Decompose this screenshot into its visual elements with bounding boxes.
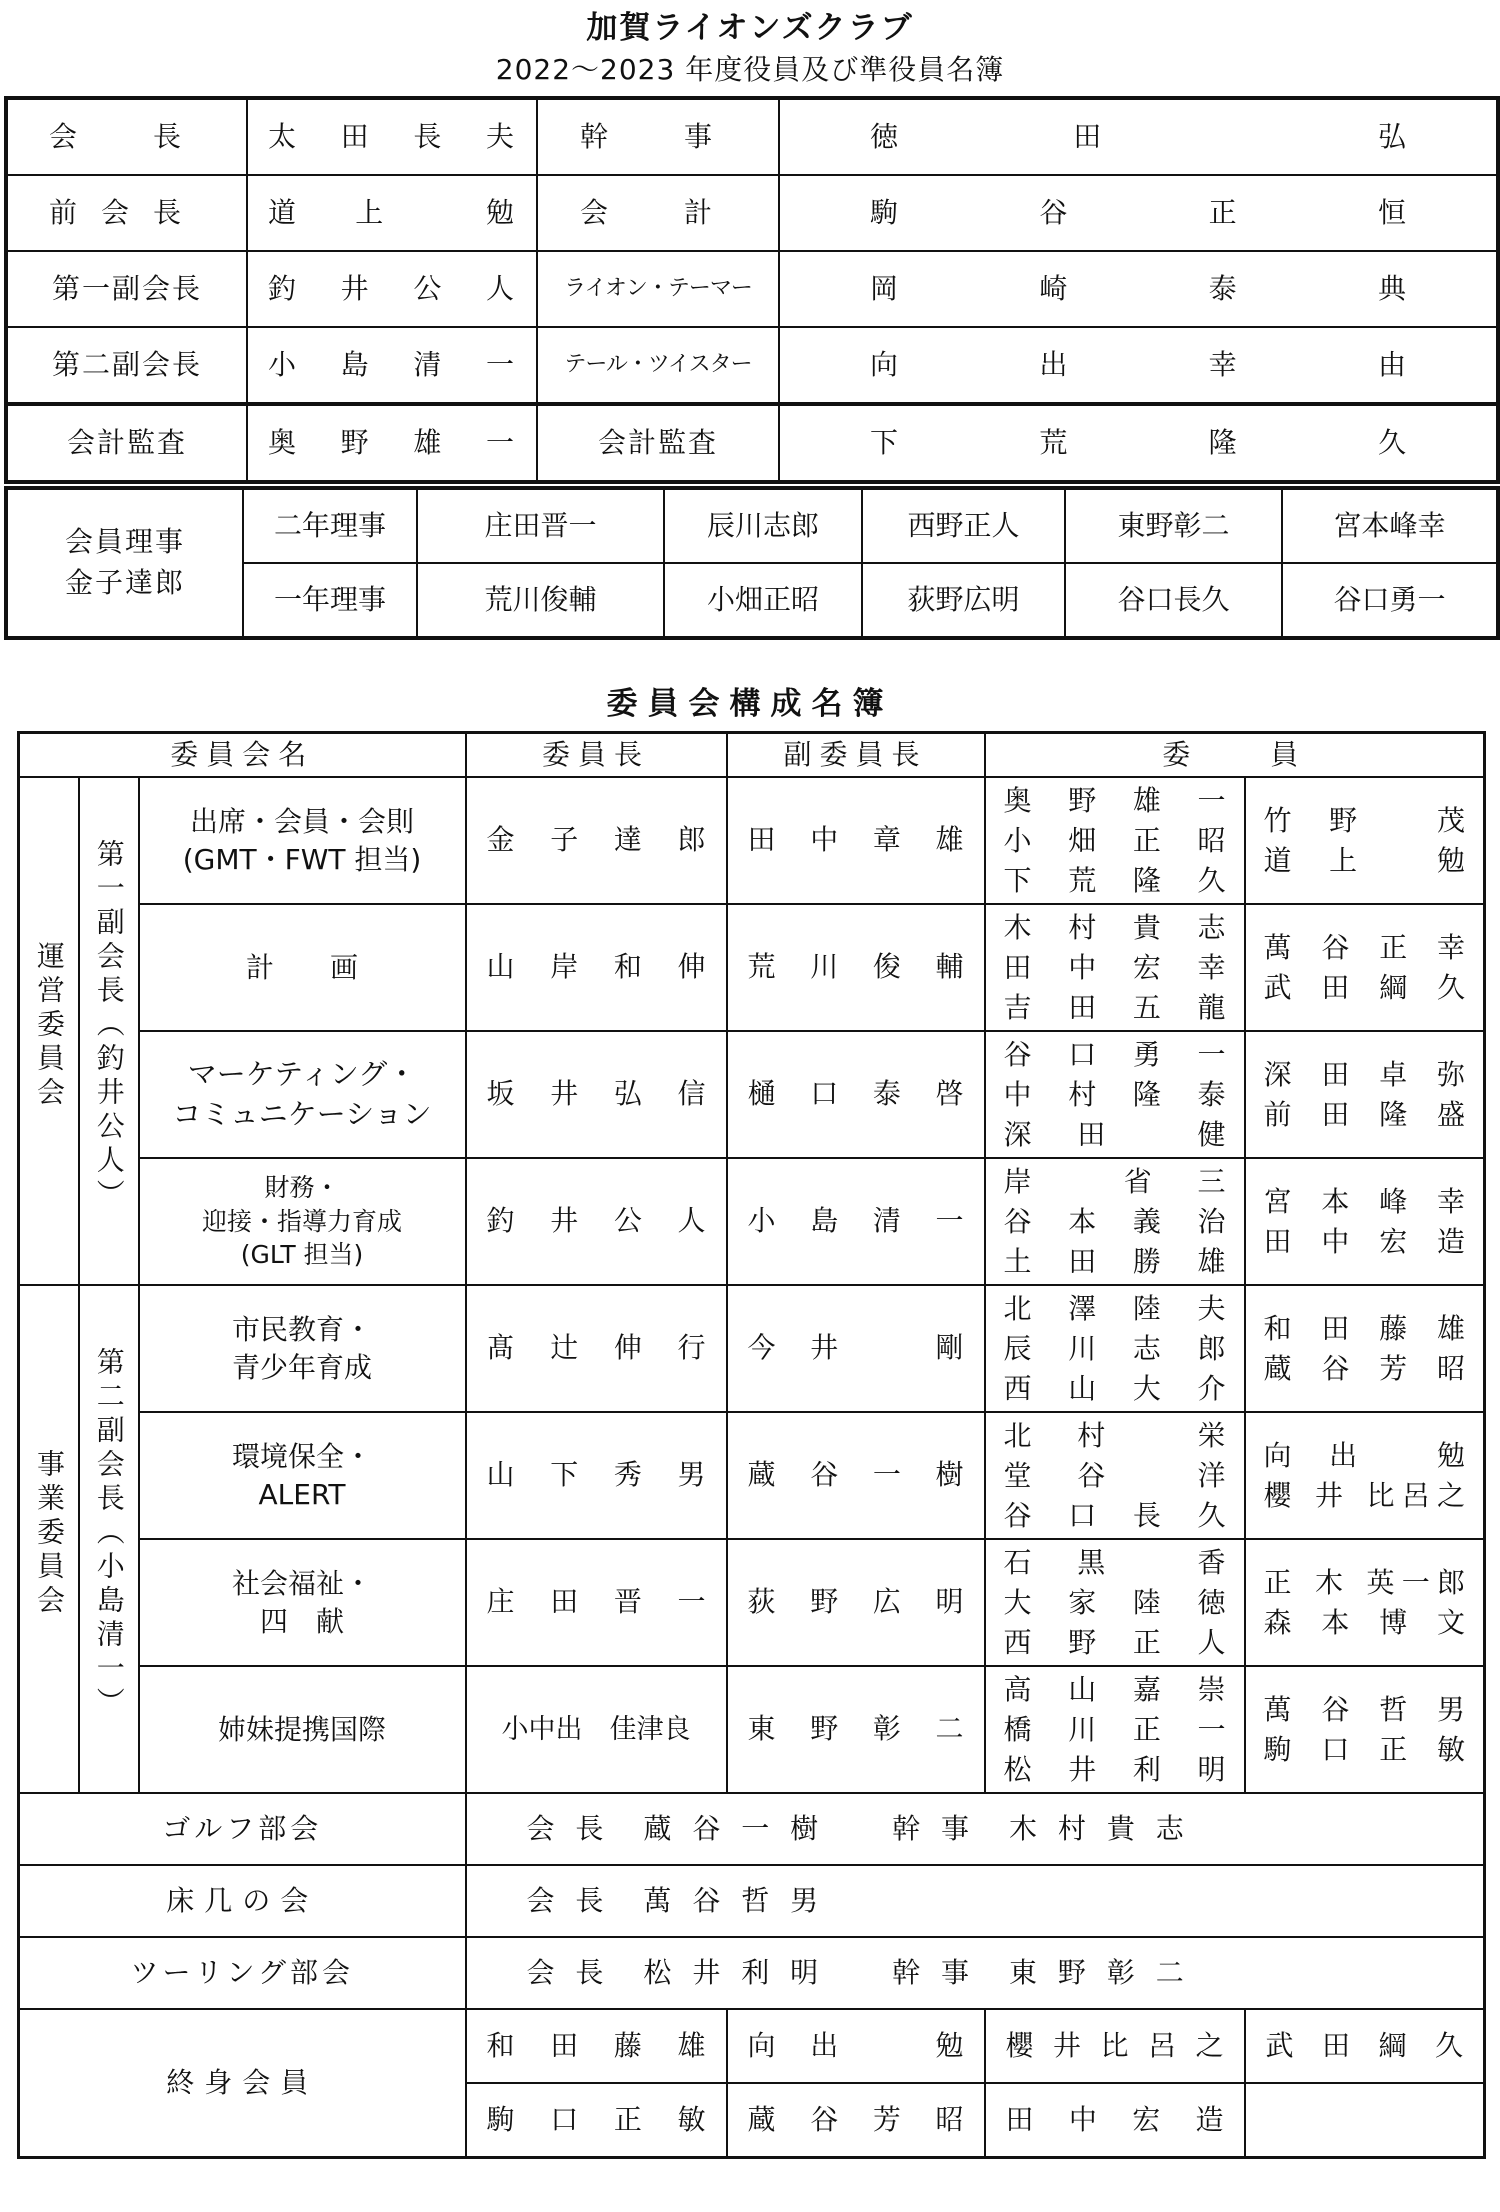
director-name: 辰川志郎: [664, 488, 862, 563]
committee-members-col1: 谷 口 勇 一 中 村 隆 泰 深 田 健: [985, 1031, 1245, 1158]
club-officers: 会 長 蔵 谷 一 樹 幹 事 木 村 貴 志: [466, 1793, 1485, 1865]
second-year-label: 二年理事: [243, 488, 417, 563]
committee-members-col2: 萬 谷 哲 男 駒 口 正 敏: [1245, 1666, 1485, 1793]
header-chair: 委員長: [466, 733, 727, 778]
committee-members-col2: 向 出 勉 櫻 井 比呂之: [1245, 1412, 1485, 1539]
committee-vice-chair: 田中章雄: [727, 777, 985, 904]
first-year-label: 一年理事: [243, 563, 417, 638]
officer-name: 下荒隆久: [779, 404, 1498, 482]
committee-vice-chair: 東野彰二: [727, 1666, 985, 1793]
officer-name: 小島清一: [247, 327, 537, 404]
director-name: 西野正人: [862, 488, 1065, 563]
committee-members-col1: 北 澤 陸 夫 辰 川 志 郎 西 山 大 介: [985, 1285, 1245, 1412]
committee-vice-chair: 荻野広明: [727, 1539, 985, 1666]
committee-members-col2: 宮 本 峰 幸 田 中 宏 造: [1245, 1158, 1485, 1285]
officer-title: 会計監査: [6, 404, 247, 482]
committee-name: 環境保全・ ALERT: [139, 1412, 466, 1539]
committee-members-col1: 岸 省 三 谷 本 義 治 土 田 勝 雄: [985, 1158, 1245, 1285]
club-name: 床几の会: [19, 1865, 466, 1937]
director-name: 荒川俊輔: [417, 563, 664, 638]
committee-members-col2: 正 木 英一郎 森 本 博 文: [1245, 1539, 1485, 1666]
group-operations: 運営委員会: [19, 777, 79, 1285]
committee-chair: 山岸和伸: [466, 904, 727, 1031]
committee-members-col1: 高 山 嘉 崇 橋 川 正 一 松 井 利 明: [985, 1666, 1245, 1793]
member-director-name: 金子達郎: [64, 566, 185, 599]
committees-table: [17, 731, 1486, 2159]
life-members-label: 終身会員: [19, 2009, 466, 2157]
member-director-label: 会員理事: [64, 525, 185, 559]
life-member-name: 蔵谷芳昭: [727, 2083, 985, 2157]
committee-roster-title: 委員会構成名簿: [606, 686, 894, 722]
officer-name: 道 上 勉: [247, 175, 537, 251]
committee-name: 市民教育・ 青少年育成: [139, 1285, 466, 1412]
committee-vice-chair: 蔵谷一樹: [727, 1412, 985, 1539]
officer-name: 向出幸由: [779, 327, 1498, 404]
committee-name: 姉妹提携国際: [139, 1666, 466, 1793]
committee-chair: 庄田晋一: [466, 1539, 727, 1666]
officers-table: [4, 96, 1500, 484]
officer-title: テール・ツイスター: [537, 327, 779, 404]
club-name: ツーリング部会: [19, 1937, 466, 2009]
committee-name: マーケティング・ コミュニケーション: [139, 1031, 466, 1158]
committee-members-col1: 奥 野 雄 一 小 畑 正 昭 下 荒 隆 久: [985, 777, 1245, 904]
officer-name: 徳 田 弘: [779, 98, 1498, 175]
life-member-name: 駒口正敏: [466, 2083, 727, 2157]
committee-members-col2: 萬 谷 正 幸 武 田 綱 久: [1245, 904, 1485, 1031]
club-title: 加賀ライオンズクラブ: [586, 10, 914, 46]
header-vice-chair: 副委員長: [727, 733, 985, 778]
officer-title: 第一副会長: [6, 251, 247, 327]
officer-title: ライオン・テーマー: [537, 251, 779, 327]
officer-name: 奥野雄一: [247, 404, 537, 482]
officer-title: 会計監査: [537, 404, 779, 482]
roster-subtitle: 2022～2023 年度役員及び準役員名簿: [495, 53, 1005, 86]
director-name: 庄田晋一: [417, 488, 664, 563]
committee-name: 出席・会員・会則 (GMT・FWT 担当): [139, 777, 466, 904]
officer-title: 会 長: [6, 98, 247, 175]
club-officers: 会 長 萬 谷 哲 男: [466, 1865, 1485, 1937]
committee-vice-chair: 荒川俊輔: [727, 904, 985, 1031]
committee-members-col1: 木 村 貴 志 田 中 宏 幸 吉 田 五 龍: [985, 904, 1245, 1031]
director-name: 東野彰二: [1065, 488, 1282, 563]
committee-chair: 山下秀男: [466, 1412, 727, 1539]
directors-table: [4, 486, 1500, 640]
header-committee-name: 委員会名: [19, 733, 466, 778]
group-projects-vice: 第二副会長（小島清一）: [79, 1285, 139, 1793]
life-member-name: 向出 勉: [727, 2009, 985, 2083]
life-member-name: 武田綱久: [1245, 2009, 1485, 2083]
life-member-name: [1245, 2083, 1485, 2157]
committee-vice-chair: 樋口泰啓: [727, 1031, 985, 1158]
officer-title: 幹 事: [537, 98, 779, 175]
officer-title: 会 計: [537, 175, 779, 251]
officer-title: 前会長: [6, 175, 247, 251]
member-director: [6, 488, 243, 638]
director-name: 小畑正昭: [664, 563, 862, 638]
group-operations-vice: 第一副会長（釣井公人）: [79, 777, 139, 1285]
committee-vice-chair: 小島清一: [727, 1158, 985, 1285]
committee-chair: 釣井公人: [466, 1158, 727, 1285]
director-name: 宮本峰幸: [1282, 488, 1498, 563]
club-name: ゴルフ部会: [19, 1793, 466, 1865]
director-name: 谷口勇一: [1282, 563, 1498, 638]
officer-name: 駒谷正恒: [779, 175, 1498, 251]
officer-title: 第二副会長: [6, 327, 247, 404]
life-member-name: 櫻井比呂之: [985, 2009, 1245, 2083]
committee-members-col2: 和 田 藤 雄 蔵 谷 芳 昭: [1245, 1285, 1485, 1412]
committee-name: 計 画: [139, 904, 466, 1031]
committee-chair: 金子達郎: [466, 777, 727, 904]
officer-name: 岡崎泰典: [779, 251, 1498, 327]
committee-name: 社会福祉・ 四 献: [139, 1539, 466, 1666]
director-name: 谷口長久: [1065, 563, 1282, 638]
committee-members-col2: 深 田 卓 弥 前 田 隆 盛: [1245, 1031, 1485, 1158]
officer-name: 太田長夫: [247, 98, 537, 175]
committee-chair: 小中出 佳津良: [466, 1666, 727, 1793]
committee-vice-chair: 今井 剛: [727, 1285, 985, 1412]
committee-members-col1: 石 黒 香 大 家 陸 徳 西 野 正 人: [985, 1539, 1245, 1666]
director-name: 荻野広明: [862, 563, 1065, 638]
header-members: 委 員: [985, 733, 1485, 778]
committee-name: 財務・ 迎接・指導力育成 (GLT 担当): [139, 1158, 466, 1285]
life-member-name: 和田藤雄: [466, 2009, 727, 2083]
committee-chair: 髙辻伸行: [466, 1285, 727, 1412]
officer-name: 釣井公人: [247, 251, 537, 327]
club-officers: 会 長 松 井 利 明 幹 事 東 野 彰 二: [466, 1937, 1485, 2009]
committee-members-col2: 竹 野 茂 道 上 勉: [1245, 777, 1485, 904]
committee-members-col1: 北 村 栄 堂 谷 洋 谷 口 長 久: [985, 1412, 1245, 1539]
group-projects: 事業委員会: [19, 1285, 79, 1793]
committee-chair: 坂井弘信: [466, 1031, 727, 1158]
life-member-name: 田中宏造: [985, 2083, 1245, 2157]
